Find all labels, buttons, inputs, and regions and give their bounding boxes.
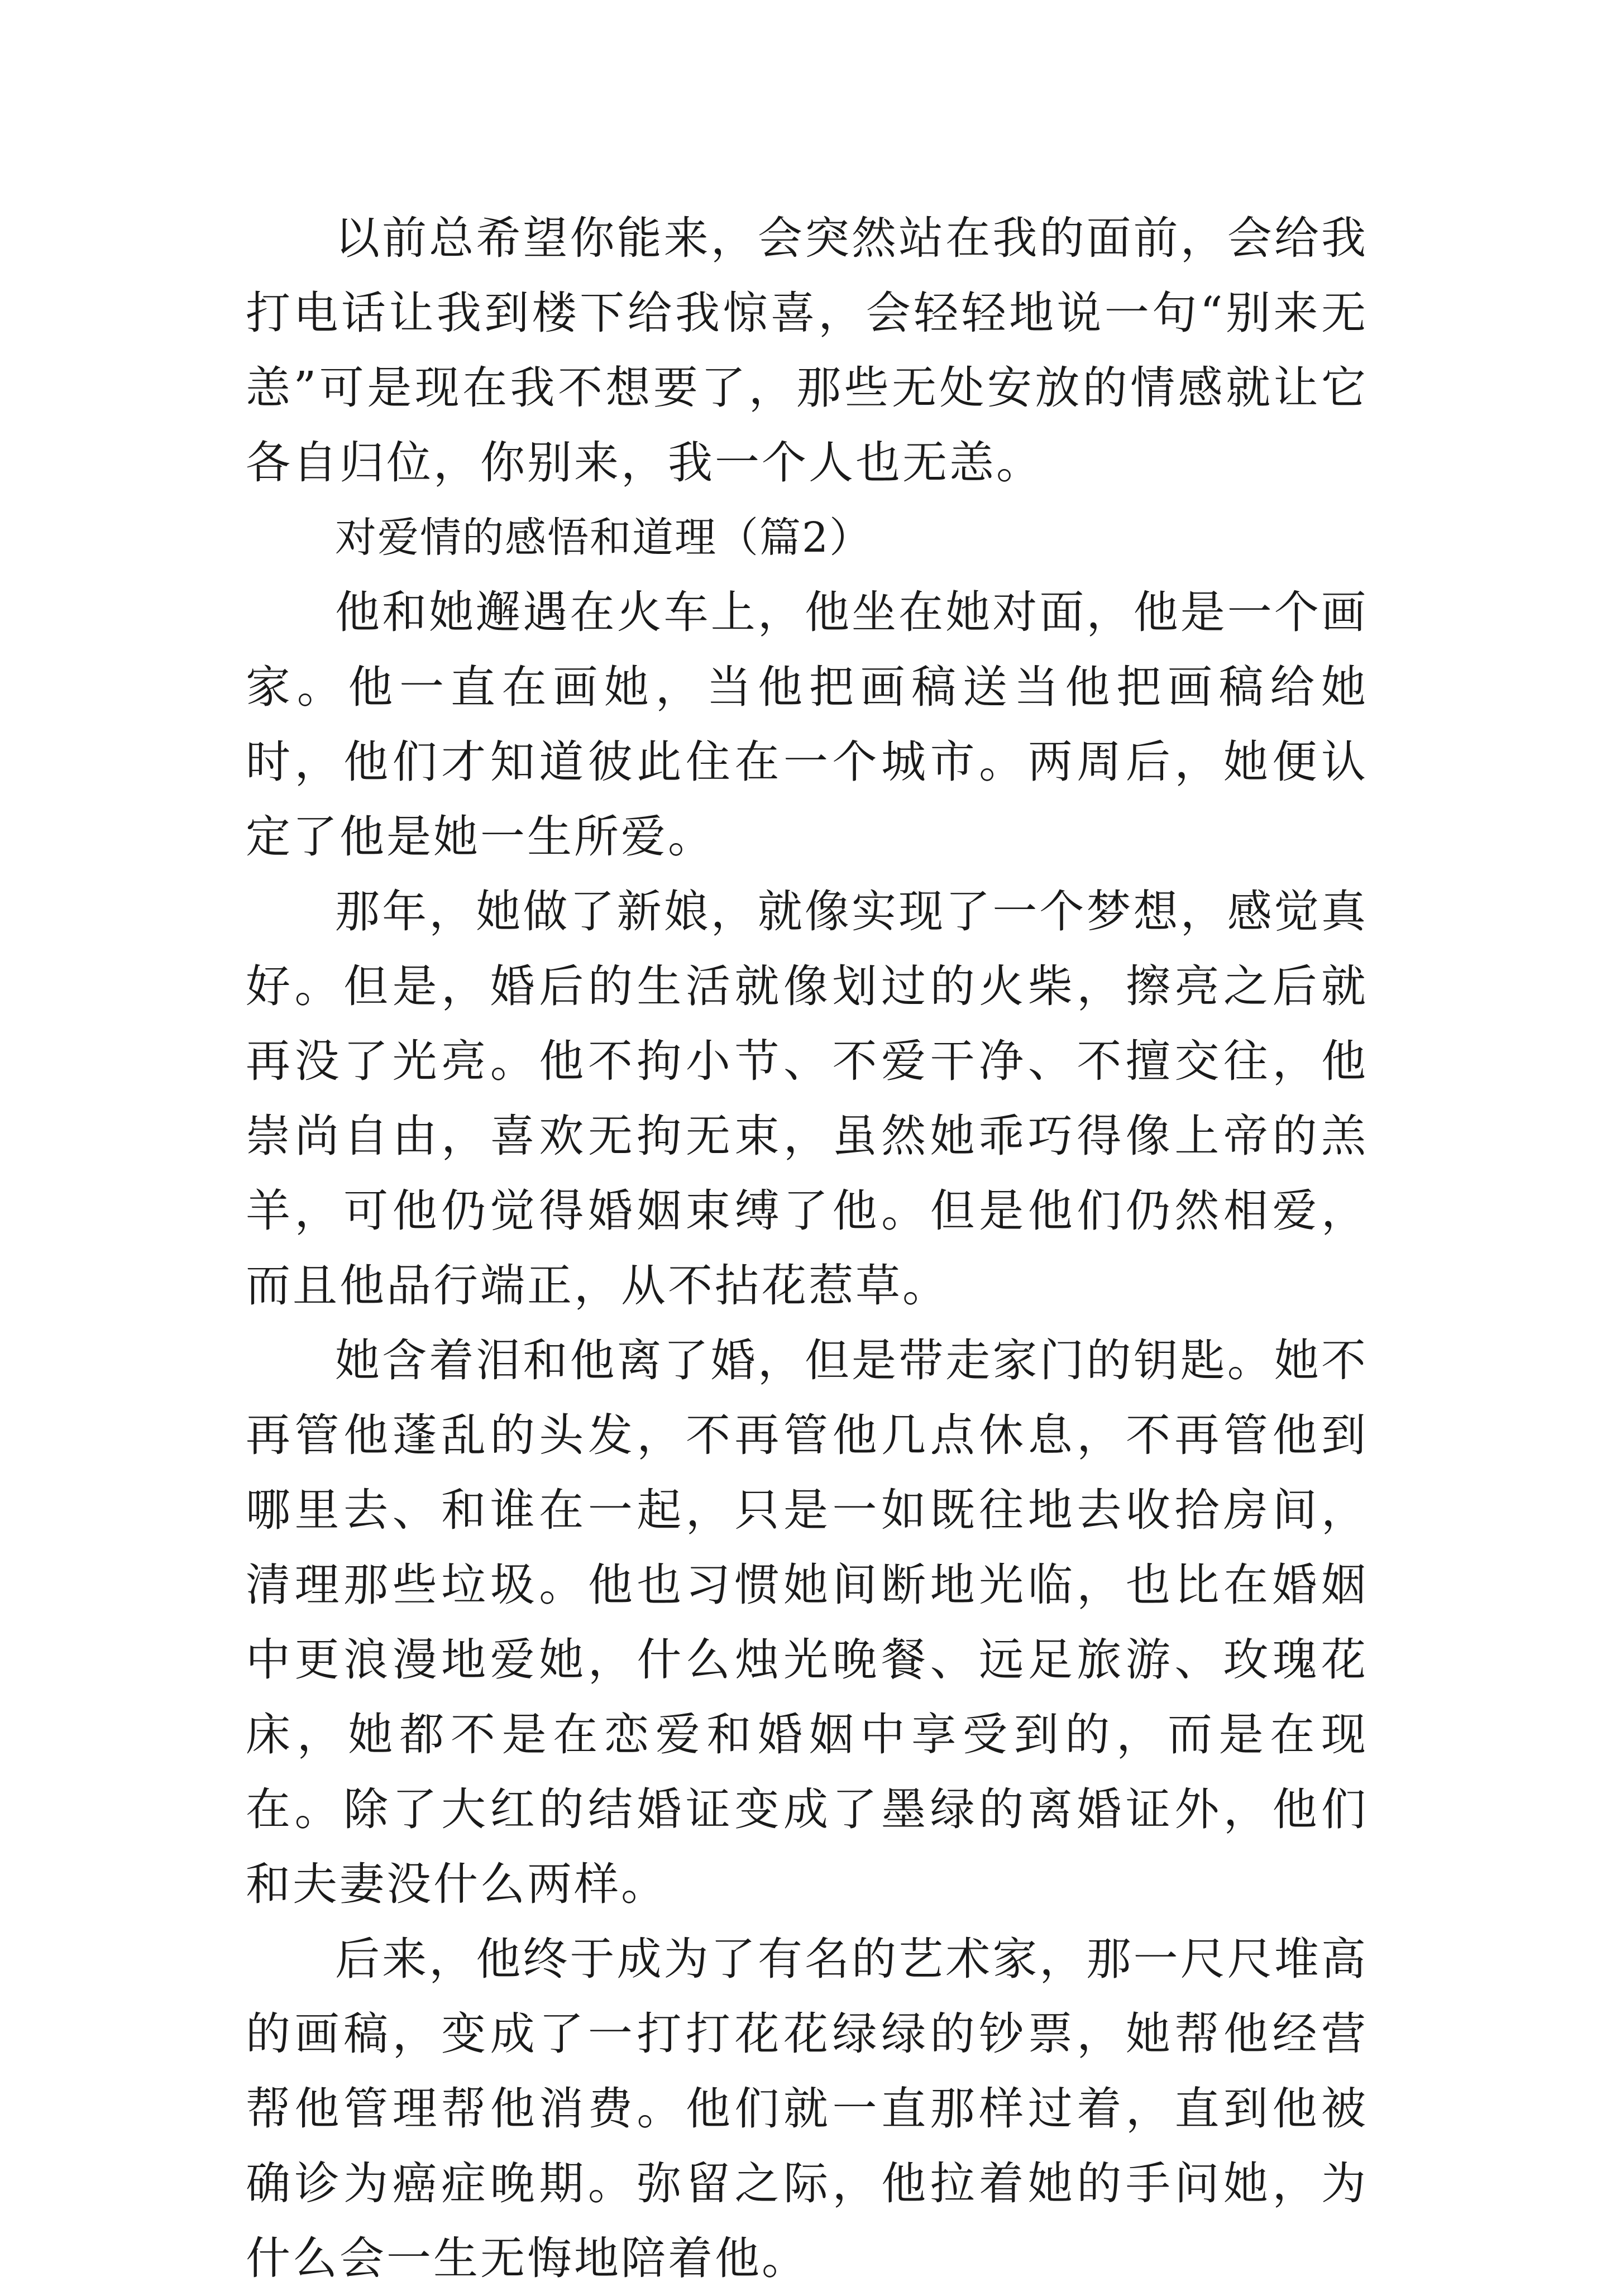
document-body bbox=[246, 201, 1368, 2296]
paragraph: 他和她邂遇在火车上，他坐在她对面，他是一个画家。他一直在画她，当他把画稿送当他把画稿给她时，他们才知道彼此住在一个城市。两周后，她便认定了他是她一生所爱。 bbox=[246, 586, 1368, 863]
paragraph: 那年，她做了新娘，就像实现了一个梦想，感觉真好。但是，婚后的生活就像划过的火柴，擦亮之后就再没了光亮。他不拘小节、不爱干净、不擅交往，他崇尚自由，喜欢无拘无束，虽然她乖巧得像上帝的羔羊，可他仍觉得婚姻束缚了他。但是他们仍然相爱，而且他品行端正，从不拈花惹草。 bbox=[246, 886, 1368, 1312]
section-heading: 对爱情的感悟和道理（篇2） bbox=[335, 514, 872, 562]
paragraph: 后来，他终于成为了有名的艺术家，那一尺尺堆高的画稿，变成了一打打花花绿绿的钞票，她帮他经营帮他管理帮他消费。他们就一直那样过着，直到他被确诊为癌症晚期。弥留之际，他拉着她的手问她，为什么会一生无悔地陪着他。 bbox=[246, 1933, 1368, 2284]
paragraph: 她含着泪和他离了婚，但是带走家门的钥匙。她不再管他蓬乱的头发，不再管他几点休息，不再管他到哪里去、和谁在一起，只是一如既往地去收拾房间，清理那些垃圾。他也习惯她间断地光临，也比在婚姻中更浪漫地爱她，什么烛光晚餐、远足旅游、玫瑰花床，她都不是在恋爱和婚姻中享受到的，而是在现在。除了大红的结婚证变成了墨绿的离婚证外，他们和夫妻没什么两样。 bbox=[246, 1334, 1368, 1910]
paragraph: 以前总希望你能来，会突然站在我的面前，会给我打电话让我到楼下给我惊喜，会轻轻地说一句“别来无恙”可是现在我不想要了，那些无处安放的情感就让它各自归位，你别来，我一个人也无恙。 bbox=[246, 212, 1368, 489]
